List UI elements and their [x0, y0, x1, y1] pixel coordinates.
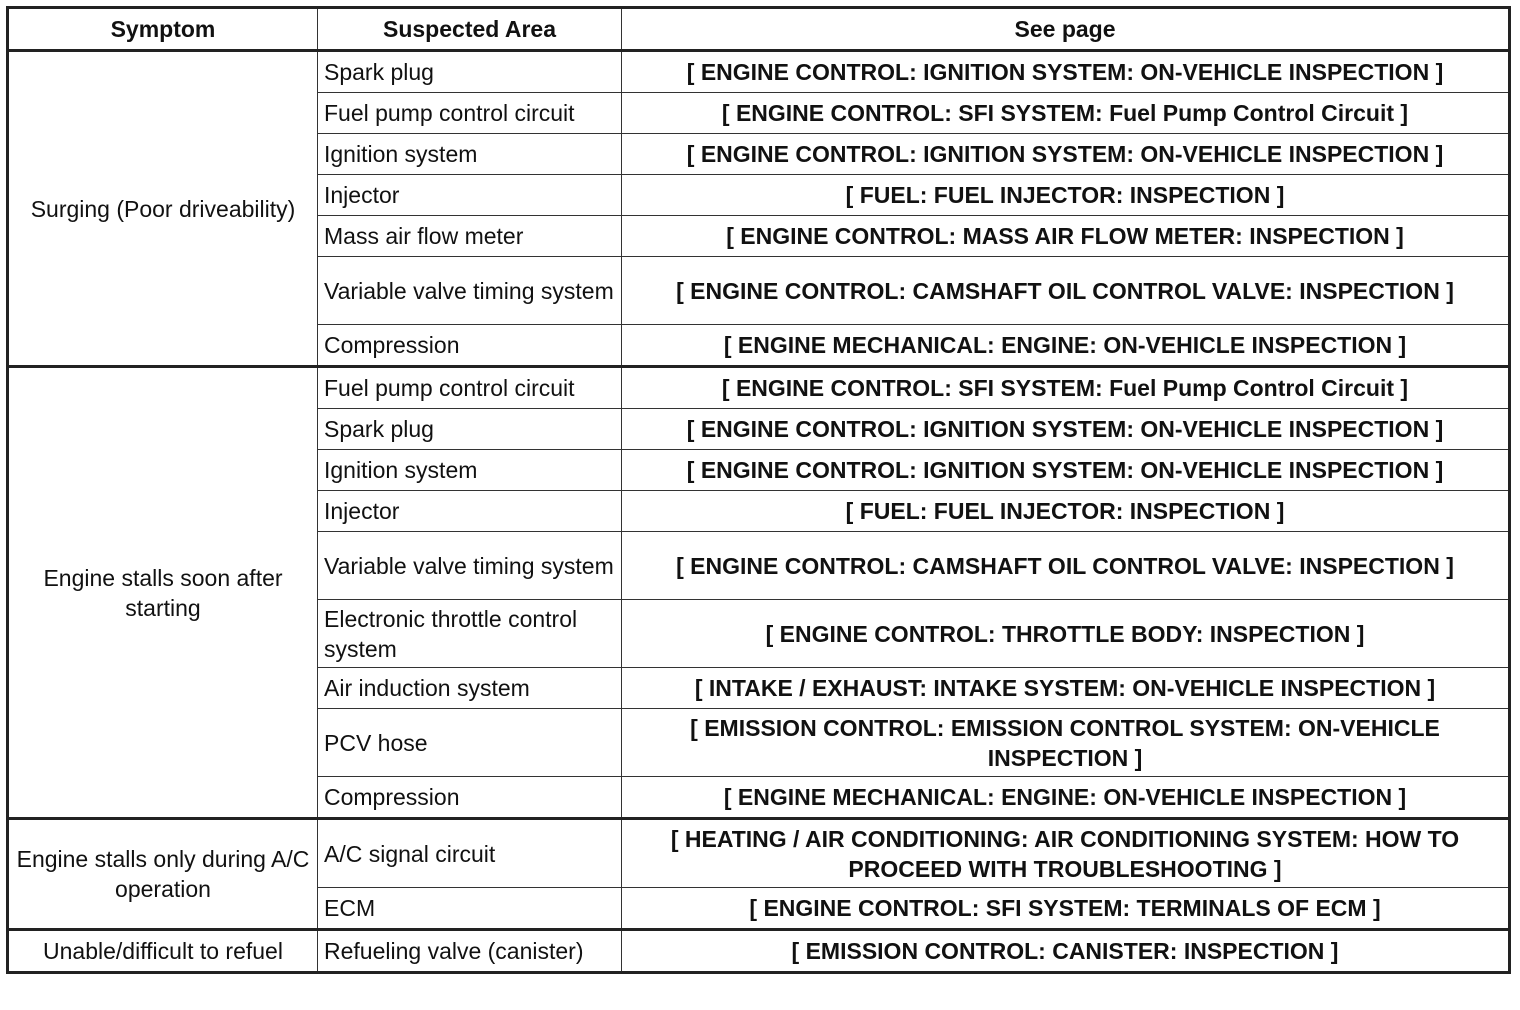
symptom-cell: Engine stalls soon after starting — [8, 367, 318, 819]
see-page-link[interactable]: [ ENGINE CONTROL: SFI SYSTEM: Fuel Pump Control Circuit ] — [622, 93, 1510, 134]
see-page-link[interactable]: [ FUEL: FUEL INJECTOR: INSPECTION ] — [622, 491, 1510, 532]
suspected-area-cell: Air induction system — [318, 668, 622, 709]
suspected-area-cell: Mass air flow meter — [318, 216, 622, 257]
suspected-area-cell: Electronic throttle control system — [318, 600, 622, 668]
table-row — [8, 819, 1510, 888]
suspected-area-cell: Injector — [318, 491, 622, 532]
table-row — [8, 51, 1510, 93]
suspected-area-cell: Compression — [318, 777, 622, 819]
see-page-link[interactable]: [ ENGINE MECHANICAL: ENGINE: ON-VEHICLE INSPECTION ] — [622, 777, 1510, 819]
see-page-link[interactable]: [ ENGINE CONTROL: CAMSHAFT OIL CONTROL VALVE: INSPECTION ] — [622, 257, 1510, 325]
see-page-link[interactable]: [ ENGINE CONTROL: CAMSHAFT OIL CONTROL VALVE: INSPECTION ] — [622, 532, 1510, 600]
suspected-area-cell: A/C signal circuit — [318, 819, 622, 888]
see-page-link[interactable]: [ ENGINE CONTROL: SFI SYSTEM: TERMINALS OF ECM ] — [622, 888, 1510, 930]
suspected-area-cell: PCV hose — [318, 709, 622, 777]
see-page-link[interactable]: [ ENGINE CONTROL: IGNITION SYSTEM: ON-VEHICLE INSPECTION ] — [622, 409, 1510, 450]
header-symptom: Symptom — [8, 8, 318, 51]
troubleshooting-table — [6, 6, 1511, 974]
see-page-link[interactable]: [ HEATING / AIR CONDITIONING: AIR CONDITIONING SYSTEM: HOW TO PROCEED WITH TROUBLESHOOTING ] — [622, 819, 1510, 888]
see-page-link[interactable]: [ EMISSION CONTROL: EMISSION CONTROL SYSTEM: ON-VEHICLE INSPECTION ] — [622, 709, 1510, 777]
symptom-cell: Surging (Poor driveability) — [8, 51, 318, 367]
symptom-group-refuel — [8, 930, 1510, 973]
suspected-area-cell: Spark plug — [318, 51, 622, 93]
symptom-cell: Unable/difficult to refuel — [8, 930, 318, 973]
see-page-link[interactable]: [ EMISSION CONTROL: CANISTER: INSPECTION ] — [622, 930, 1510, 973]
symptom-group-stalls-ac — [8, 819, 1510, 930]
see-page-link[interactable]: [ ENGINE CONTROL: MASS AIR FLOW METER: INSPECTION ] — [622, 216, 1510, 257]
symptom-cell: Engine stalls only during A/C operation — [8, 819, 318, 930]
suspected-area-cell: Variable valve timing system — [318, 532, 622, 600]
suspected-area-cell: Refueling valve (canister) — [318, 930, 622, 973]
table-row — [8, 367, 1510, 409]
see-page-link[interactable]: [ ENGINE MECHANICAL: ENGINE: ON-VEHICLE INSPECTION ] — [622, 325, 1510, 367]
suspected-area-cell: Fuel pump control circuit — [318, 93, 622, 134]
suspected-area-cell: ECM — [318, 888, 622, 930]
table-row — [8, 930, 1510, 973]
symptom-group-surging — [8, 51, 1510, 367]
suspected-area-cell: Fuel pump control circuit — [318, 367, 622, 409]
suspected-area-cell: Spark plug — [318, 409, 622, 450]
header-row — [8, 8, 1510, 51]
header-suspected-area: Suspected Area — [318, 8, 622, 51]
suspected-area-cell: Variable valve timing system — [318, 257, 622, 325]
suspected-area-cell: Ignition system — [318, 450, 622, 491]
suspected-area-cell: Injector — [318, 175, 622, 216]
see-page-link[interactable]: [ ENGINE CONTROL: SFI SYSTEM: Fuel Pump Control Circuit ] — [622, 367, 1510, 409]
see-page-link[interactable]: [ ENGINE CONTROL: THROTTLE BODY: INSPECTION ] — [622, 600, 1510, 668]
suspected-area-cell: Ignition system — [318, 134, 622, 175]
see-page-link[interactable]: [ INTAKE / EXHAUST: INTAKE SYSTEM: ON-VEHICLE INSPECTION ] — [622, 668, 1510, 709]
see-page-link[interactable]: [ FUEL: FUEL INJECTOR: INSPECTION ] — [622, 175, 1510, 216]
see-page-link[interactable]: [ ENGINE CONTROL: IGNITION SYSTEM: ON-VEHICLE INSPECTION ] — [622, 51, 1510, 93]
see-page-link[interactable]: [ ENGINE CONTROL: IGNITION SYSTEM: ON-VEHICLE INSPECTION ] — [622, 450, 1510, 491]
suspected-area-cell: Compression — [318, 325, 622, 367]
see-page-link[interactable]: [ ENGINE CONTROL: IGNITION SYSTEM: ON-VEHICLE INSPECTION ] — [622, 134, 1510, 175]
symptom-group-stalls-after-start — [8, 367, 1510, 819]
header-see-page: See page — [622, 8, 1510, 51]
